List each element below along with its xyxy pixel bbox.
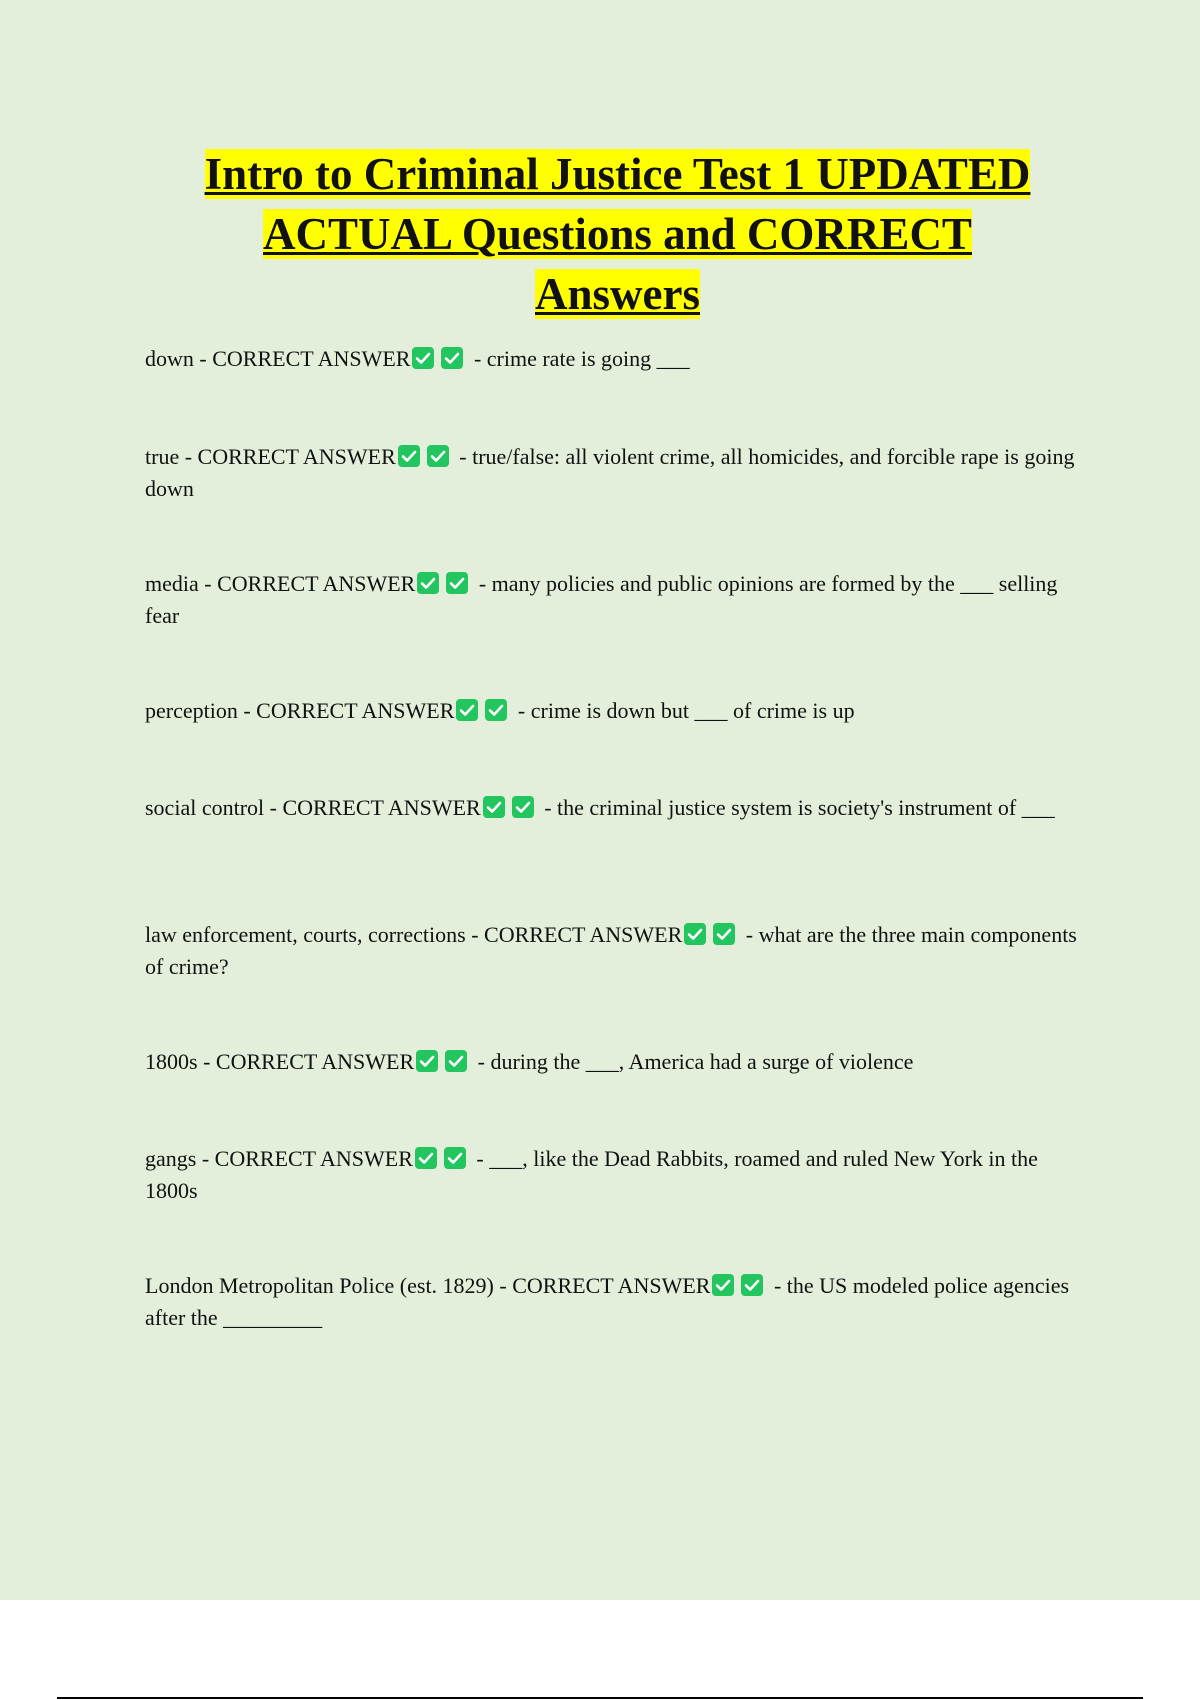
check-mark-icon	[416, 1050, 438, 1072]
correct-answer-label: - CORRECT ANSWER	[465, 922, 683, 947]
answer-text: down	[145, 346, 194, 371]
check-mark-icon	[684, 923, 706, 945]
check-mark-icon	[427, 445, 449, 467]
title-line-2: ACTUAL Questions and CORRECT	[263, 209, 972, 259]
check-mark-icon	[412, 347, 434, 369]
correct-answer-label: - CORRECT ANSWER	[193, 346, 411, 371]
question-text: - during the ___, America had a surge of violence	[472, 1049, 914, 1074]
answer-text: gangs	[145, 1146, 197, 1171]
correct-answer-label: - CORRECT ANSWER	[493, 1273, 711, 1298]
footer-divider	[57, 1697, 1143, 1699]
correct-answer-label: - CORRECT ANSWER	[197, 1049, 415, 1074]
qa-entry	[145, 1270, 1090, 1334]
check-mark-icon	[445, 1050, 467, 1072]
qa-entry	[145, 1046, 1090, 1078]
qa-entry	[145, 343, 1090, 375]
check-mark-icon	[512, 796, 534, 818]
qa-entry	[145, 792, 1090, 824]
check-mark-icon	[741, 1274, 763, 1296]
qa-entry	[145, 1143, 1090, 1207]
question-text: - crime is down but ___ of crime is up	[512, 698, 855, 723]
answer-text: media	[145, 571, 199, 596]
question-text: - what are the three main components of crime?	[145, 922, 1077, 979]
check-mark-icon	[485, 699, 507, 721]
question-text: - crime rate is going ___	[468, 346, 690, 371]
correct-answer-label: - CORRECT ANSWER	[198, 571, 416, 596]
check-mark-icon	[415, 1147, 437, 1169]
question-text: - many policies and public opinions are formed by the ___ selling fear	[145, 571, 1058, 628]
title-line-3: Answers	[535, 269, 700, 319]
check-mark-icon	[417, 572, 439, 594]
correct-answer-label: - CORRECT ANSWER	[264, 795, 481, 820]
document-title	[150, 144, 1085, 324]
check-mark-icon	[398, 445, 420, 467]
correct-answer-label: - CORRECT ANSWER	[179, 444, 396, 469]
answer-text: 1800s	[145, 1049, 198, 1074]
check-mark-icon	[456, 699, 478, 721]
correct-answer-label: - CORRECT ANSWER	[237, 698, 455, 723]
question-text: - true/false: all violent crime, all homicides, and forcible rape is going down	[145, 444, 1075, 501]
check-mark-icon	[712, 1274, 734, 1296]
correct-answer-label: - CORRECT ANSWER	[196, 1146, 413, 1171]
question-text: - ___, like the Dead Rabbits, roamed and ruled New York in the 1800s	[145, 1146, 1038, 1203]
qa-entry	[145, 695, 1090, 727]
check-mark-icon	[483, 796, 505, 818]
answer-text: London Metropolitan Police (est. 1829)	[145, 1273, 494, 1298]
question-text: - the criminal justice system is society's instrument of ___	[538, 795, 1055, 820]
answer-text: social control	[145, 795, 265, 820]
qa-entry	[145, 441, 1090, 505]
check-mark-icon	[441, 347, 463, 369]
question-text: - the US modeled police agencies after the _________	[145, 1273, 1070, 1330]
answer-text: true	[145, 444, 180, 469]
qa-entry	[145, 568, 1090, 632]
title-line-1: Intro to Criminal Justice Test 1 UPDATED	[204, 149, 1031, 199]
check-mark-icon	[713, 923, 735, 945]
qa-entry	[145, 919, 1090, 983]
check-mark-icon	[446, 572, 468, 594]
answer-text: law enforcement, courts, corrections	[145, 922, 466, 947]
answer-text: perception	[145, 698, 238, 723]
check-mark-icon	[444, 1147, 466, 1169]
